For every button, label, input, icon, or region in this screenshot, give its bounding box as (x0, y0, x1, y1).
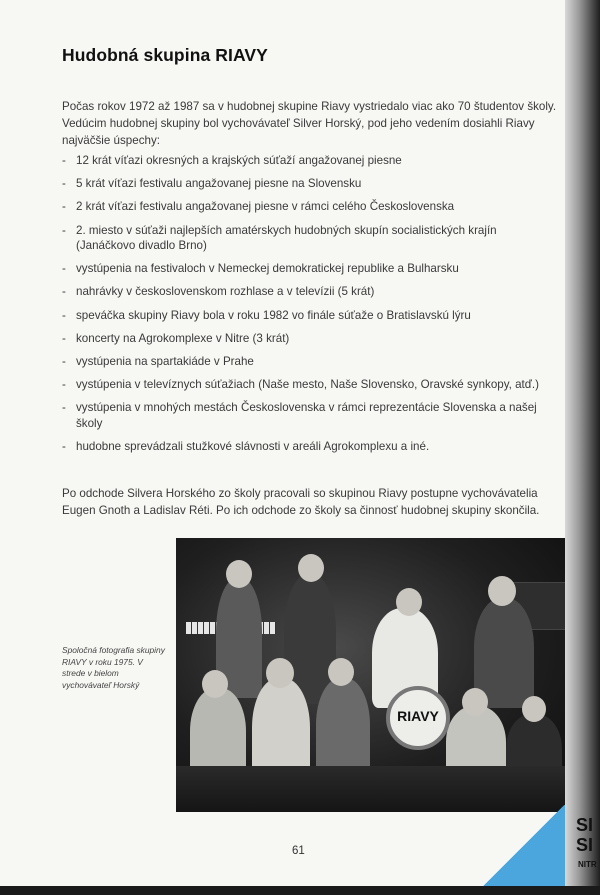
achievements-list (62, 153, 558, 462)
photo-caption: Spoločná fotografia skupiny RIAVY v roku 1975. V strede v bielom vychovávateľ Horský (62, 645, 165, 690)
list-item: - 5 krát víťazi festivalu angažovanej piesne na Slovensku (62, 176, 558, 192)
page-title: Hudobná skupina RIAVY (62, 45, 268, 65)
band-member-head (298, 554, 324, 582)
scan-bottom-edge (0, 886, 600, 895)
list-item: - vystúpenia na spartakiáde v Prahe (62, 354, 558, 370)
list-item: - hudobne sprevádzali stužkové slávnosti v areáli Agrokomplexu a iné. (62, 439, 558, 455)
page-edge-shadow (565, 0, 600, 895)
brand-logo-line: SI (576, 815, 594, 835)
band-member-head (328, 658, 354, 686)
list-item: - vystúpenia na festivaloch v Nemeckej demokratickej republike a Bulharsku (62, 261, 558, 277)
brand-logo-line: SI (576, 835, 594, 855)
list-item: - vystúpenia v televíznych súťažiach (Naše mesto, Naše Slovensko, Oravské synkopy, atď.) (62, 377, 558, 393)
intro-paragraph: Počas rokov 1972 až 1987 sa v hudobnej skupine Riavy vystriedalo viac ako 70 študentov školy. Vedúcim hudobnej skupiny bol vychovávateľ Silver Horský, pod jeho vedením dosiahli Riavy najväčšie úspechy: (62, 100, 557, 147)
list-item: - 2 krát víťazi festivalu angažovanej piesne v rámci celého Československa (62, 199, 558, 215)
list-item: - speváčka skupiny Riavy bola v roku 1982 vo finále súťaže o Bratislavskú lýru (62, 308, 558, 324)
band-member-head (522, 696, 546, 722)
band-member-head (266, 658, 294, 688)
band-member-head (226, 560, 252, 588)
band-member-head (462, 688, 488, 716)
brand-corner-triangle (478, 805, 572, 888)
list-item: - vystúpenia v mnohých mestách Československa v rámci reprezentácie Slovenska a našej školy (62, 400, 558, 431)
list-item: - nahrávky v československom rozhlase a v televízii (5 krát) (62, 284, 558, 300)
bass-drum (386, 686, 450, 750)
list-item: - 2. miesto v súťaži najlepších amatérskych hudobných skupín socialistických krajín (Janáčkovo divadlo Brno) (62, 223, 558, 254)
band-member-head (396, 588, 422, 616)
list-item: - 12 krát víťazi okresných a krajských súťaží angažovanej piesne (62, 153, 558, 169)
drum-label: RIAVY (397, 708, 439, 724)
brand-logo-text (576, 815, 593, 855)
closing-paragraph: Po odchode Silvera Horského zo školy pracovali so skupinou Riavy postupne vychovávatelia Eugen Gnoth a Ladislav Réti. Po ich odchode zo školy sa činnosť hudobnej skupiny skončila. (62, 487, 540, 517)
band-member-head (202, 670, 228, 698)
band-photo (176, 538, 572, 812)
page-number: 61 (292, 845, 305, 857)
band-member-head (488, 576, 516, 606)
list-item: - koncerty na Agrokomplexe v Nitre (3 krát) (62, 331, 558, 347)
brand-logo-subtext: NITR (578, 860, 597, 869)
